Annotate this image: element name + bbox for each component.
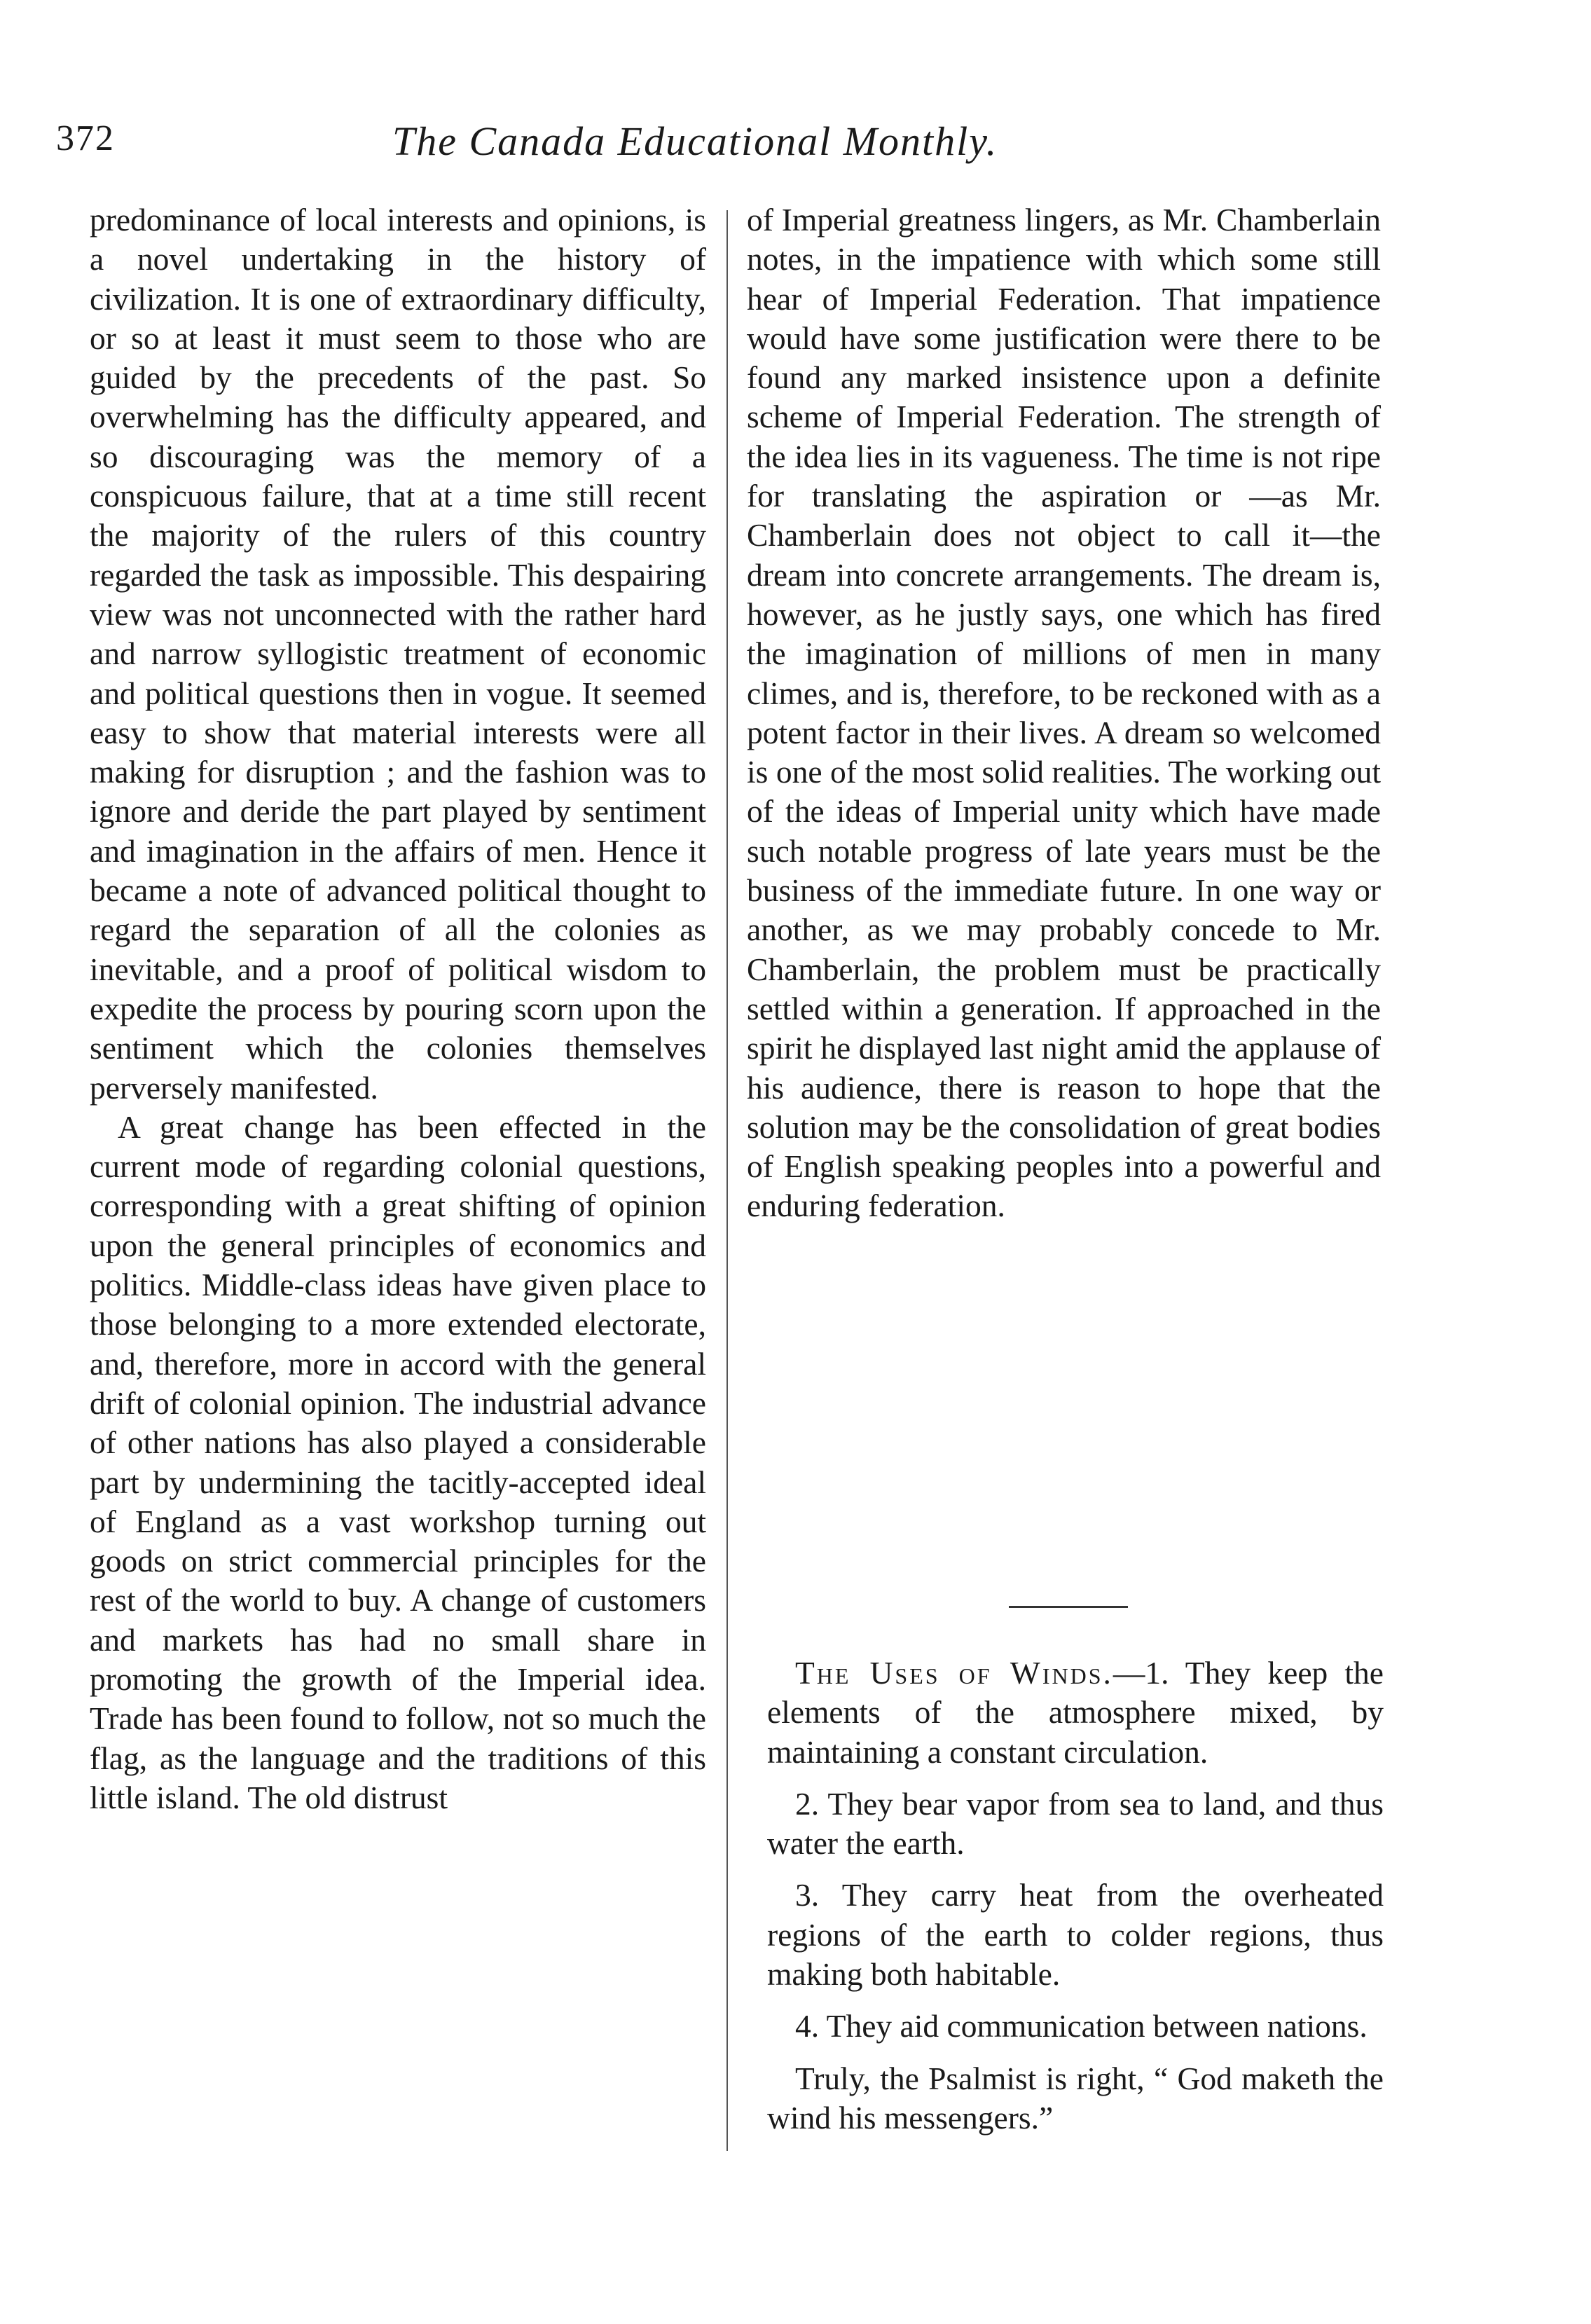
left-column [90, 200, 706, 1817]
left-paragraph-1: predominance of local interests and opinions, is a novel undertaking in the history of civilization. It is one of extraordinary difficulty, or so at least it must seem to those who are guided by the precedents of the past. So overwhelming has the difficulty appeared, and so discouraging was the memory of a conspicuous failure, that at a time still recent the majority of the rulers of this country regarded the task as impossible. This despairing view was not unconnected with the rather hard and narrow syllogistic treatment of economic and political questions then in vogue. It seemed easy to show that material interests were all making for disruption ; and the fashion was to ignore and deride the part played by sentiment and imagination in the affairs of men. Hence it became a note of advanced political thought to regard the separation of all the colonies as inevitable, and a proof of political wisdom to expedite the process by pouring scorn upon the sentiment which the colonies themselves perversely manifested. [90, 202, 706, 1106]
left-paragraph-2: A great change has been effected in the current mode of regarding colonial questions, corresponding with a great shifting of opinion upon the general principles of economics and politics. Middle-class ideas have given place to those belonging to a more extended electorate, and, therefore, more in accord with the general drift of colonial opinion. The industrial advance of other nations has also played a considerable part by undermining the tacitly-accepted ideal of England as a vast workshop turning out goods on strict commercial principles for the rest of the world to buy. A change of customers and markets has had no small share in promoting the growth of the Imperial idea. Trade has been found to follow, not so much the flag, as the language and the traditions of this little island. The old distrust [90, 1108, 706, 1815]
right-column [747, 200, 1381, 1226]
winds-item-3: 3. They carry heat from the overheated regions of the earth to colder regions, thus making both habitable. [767, 1877, 1384, 1993]
winds-closing: Truly, the Psalmist is right, “ God maketh the wind his messengers.” [767, 2060, 1384, 2136]
winds-title: The Uses of Winds. [795, 1655, 1113, 1691]
right-paragraph-1: of Imperial greatness lingers, as Mr. Chamberlain notes, in the impatience with which some still hear of Imperial Federation. That impatience would have some justification were there to be found any marked insistence upon a definite scheme of Imperial Federation. The strength of the idea lies in its vagueness. The time is not ripe for translating the aspiration or —as Mr. Chamberlain does not object to call it—the dream into concrete arrangements. The dream is, however, as he justly says, one which has fired the imagination of millions of men in many climes, and is, therefore, to be reckoned with as a potent factor in their lives. A dream so welcomed is one of the most solid realities. The working out of the ideas of Imperial unity which have made such notable progress of late years must be the business of the immediate future. In one way or another, as we may probably concede to Mr. Chamberlain, the problem must be practically settled within a generation. If approached in the spirit he displayed last night amid the applause of his audience, there is reason to hope that the solution may be the consolidation of great bodies of English speaking peoples into a powerful and enduring federation. [747, 202, 1381, 1224]
page-header [56, 118, 1387, 174]
winds-item-4: 4. They aid communication between nations. [795, 2008, 1368, 2044]
section-rule [1009, 1606, 1128, 1608]
running-title: The Canada Educational Monthly. [392, 118, 998, 164]
column-divider [726, 210, 728, 2151]
uses-of-winds-section [767, 1653, 1384, 2150]
page-number: 372 [56, 118, 115, 158]
winds-item-2: 2. They bear vapor from sea to land, and thus water the earth. [767, 1785, 1384, 1862]
winds-item-1: —1. They keep the elements of the atmosphere mixed, by maintaining a constant circulation. [767, 1655, 1384, 1770]
winds-paragraph-1 [767, 1653, 1384, 1772]
